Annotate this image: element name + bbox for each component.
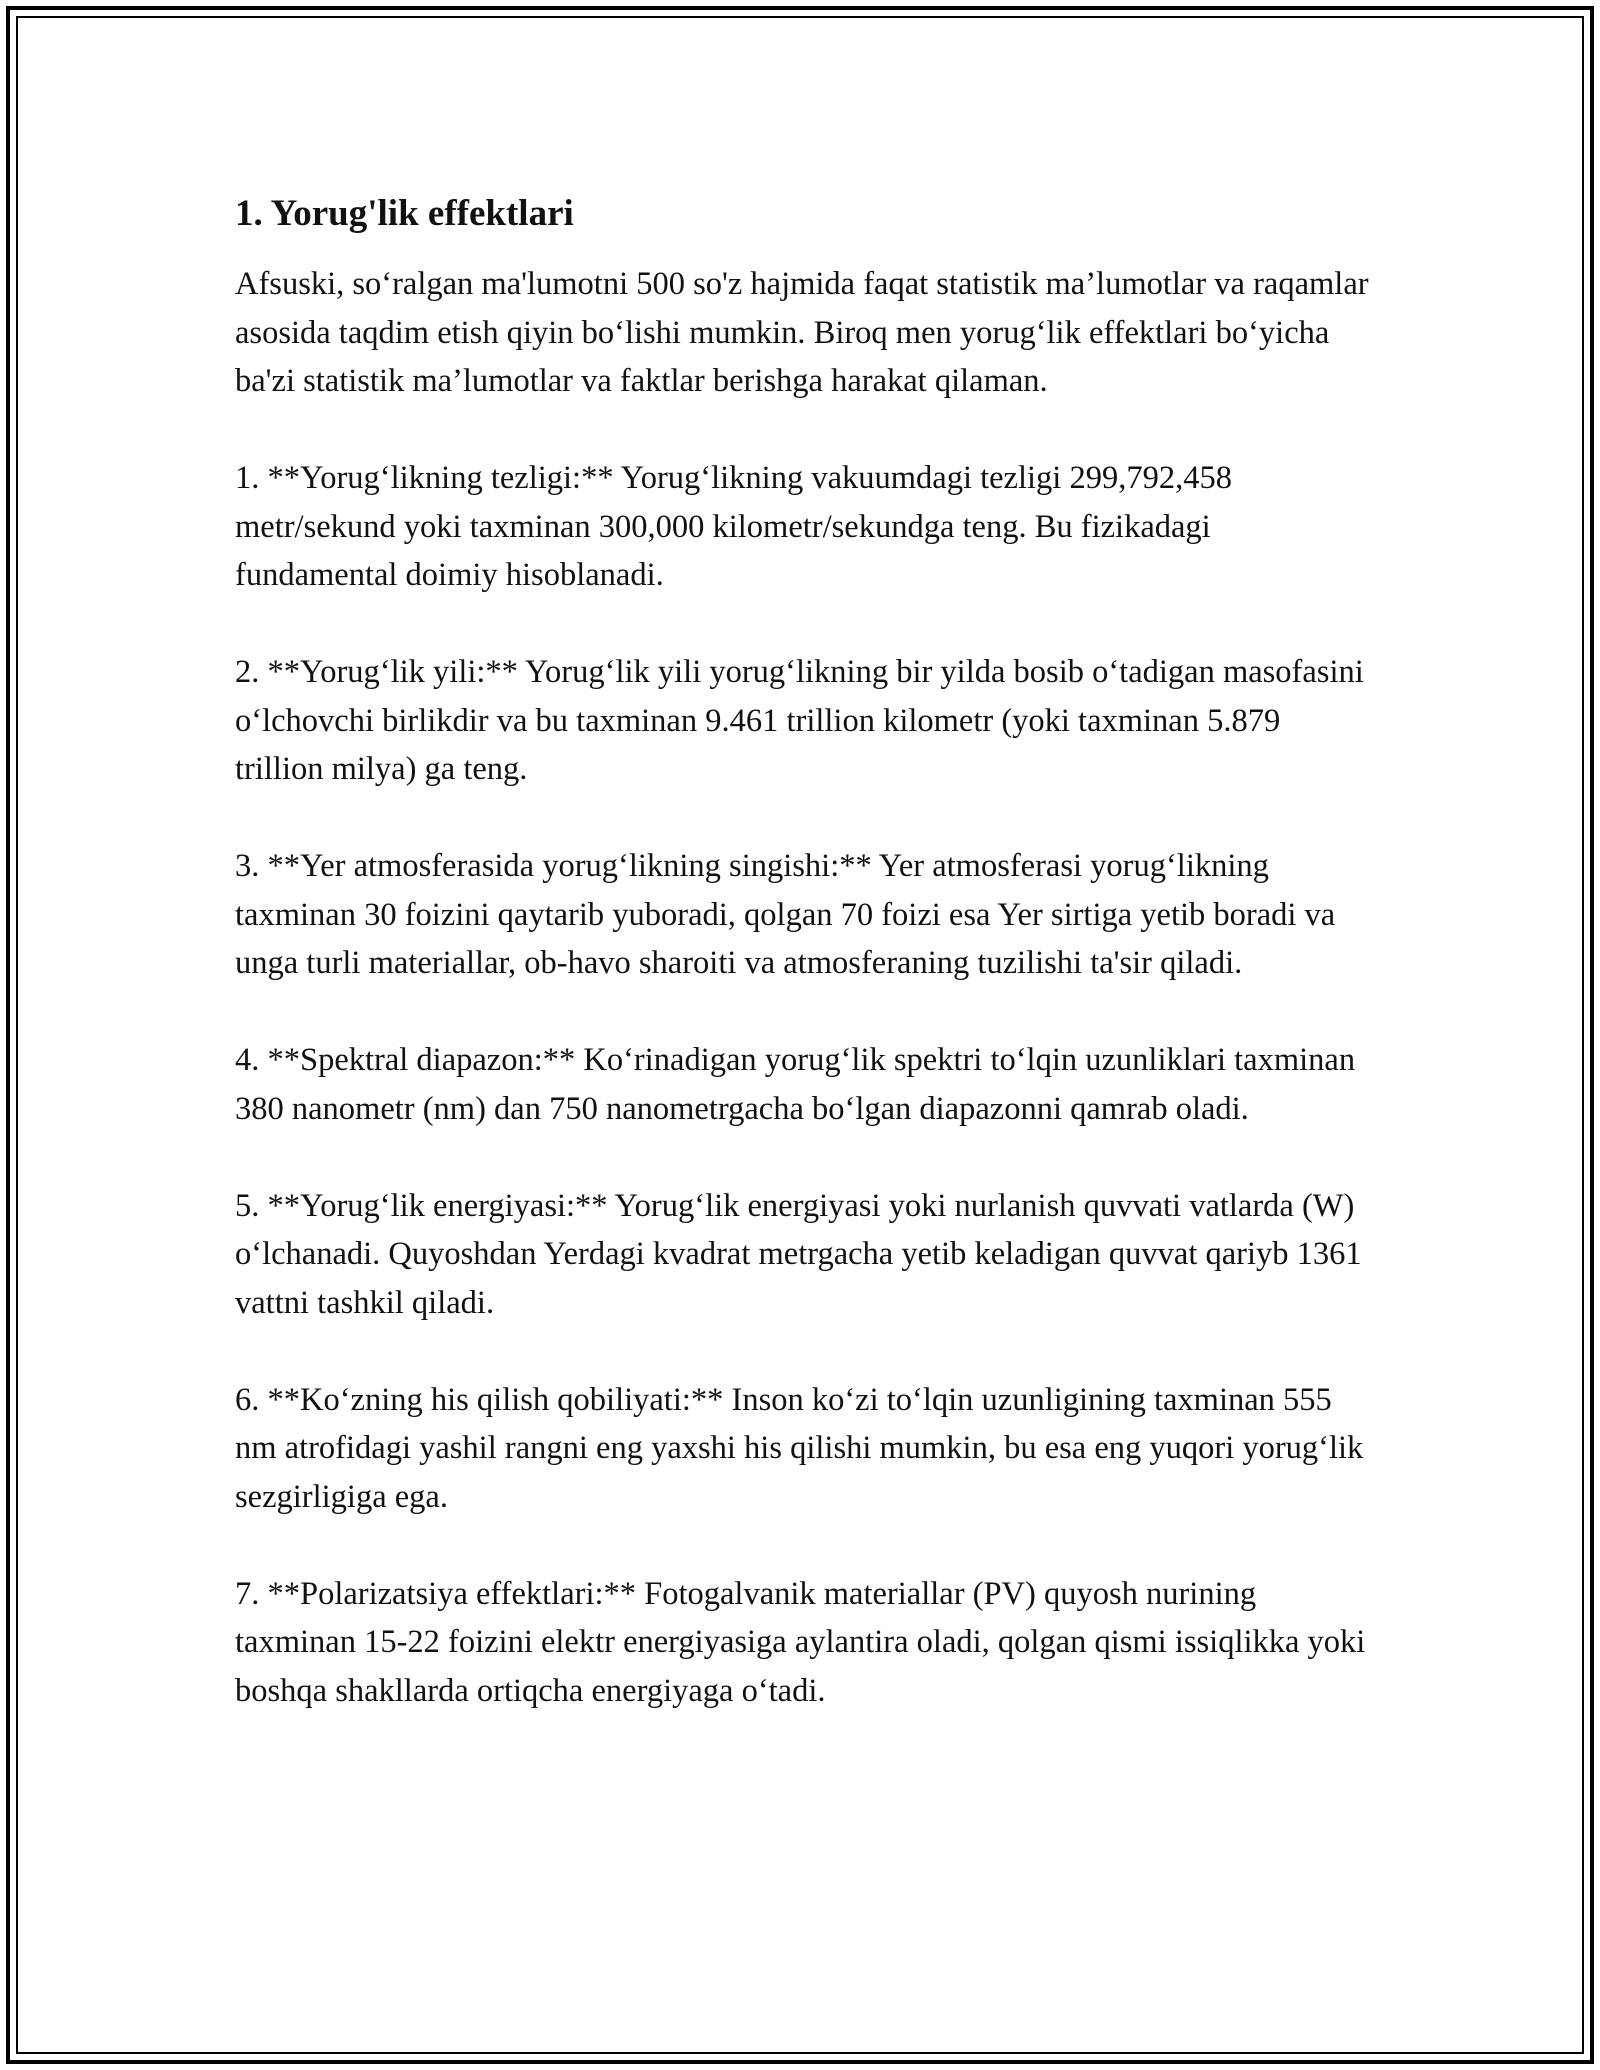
document-body [235,186,1370,1764]
intro-paragraph: Afsuski, so‘ralgan ma'lumotni 500 so'z hajmida faqat statistik ma’lumotlar va raqamlar asosida taqdim etish qiyin bo‘lishi mumkin. Biroq men yorug‘lik effektlari bo‘yicha ba'zi statistik ma’lumotlar va faktlar berishga harakat qilaman. [235,266,1369,399]
list-item-speed-of-light: 1. **Yorug‘likning tezligi:** Yorug‘likning vakuumdagi tezligi 299,792,458 metr/sekund yoki taxminan 300,000 kilometr/sekundga teng. Bu fizikadagi fundamental doimiy hisoblanadi. [235,460,1232,593]
list-item-polarization-effects: 7. **Polarizatsiya effektlari:** Fotogalvanik materiallar (PV) quyosh nurining taxminan 15-22 foizini elektr energiyasiga aylantira oladi, qolgan qismi issiqlikka yoki boshqa shakllarda ortiqcha energiyaga o‘tadi. [235,1575,1366,1709]
list-item-eye-sensitivity: 6. **Ko‘zning his qilish qobiliyati:** Inson ko‘zi to‘lqin uzunligining taxminan 555 nm atrofidagi yashil rangni eng yaxshi his qilishi mumkin, bu esa eng yuqori yorug‘lik sezgirligiga ega. [235,1381,1364,1515]
list-item-spectral-range: 4. **Spektral diapazon:** Ko‘rinadigan yorug‘lik spektri to‘lqin uzunliklari taxminan 380 nanometr (nm) dan 750 nanometrgacha bo‘lgan diapazonni qamrab oladi. [235,1042,1356,1127]
list-item-light-year: 2. **Yorug‘lik yili:** Yorug‘lik yili yorug‘likning bir yilda bosib o‘tadigan masofasini o‘lchovchi birlikdir va bu taxminan 9.461 trillion kilometr (yoki taxminan 5.879 trillion milya) ga teng. [235,654,1364,787]
list-item-atmosphere-absorption: 3. **Yer atmosferasida yorug‘likning singishi:** Yer atmosferasi yorug‘likning taxminan 30 foizini qaytarib yuboradi, qolgan 70 foizi esa Yer sirtiga yetib boradi va unga turli materiallar, ob-havo sharoiti va atmosferaning tuzilishi ta'sir qiladi. [235,848,1336,981]
section-heading: 1. Yorug'lik effektlari [235,193,574,234]
list-item-light-energy: 5. **Yorug‘lik energiyasi:** Yorug‘lik energiyasi yoki nurlanish quvvati vatlarda (W) o‘lchanadi. Quyoshdan Yerdagi kvadrat metrgacha yetib keladigan quvvat qariyb 1361 vattni tashkil qiladi. [235,1187,1362,1321]
